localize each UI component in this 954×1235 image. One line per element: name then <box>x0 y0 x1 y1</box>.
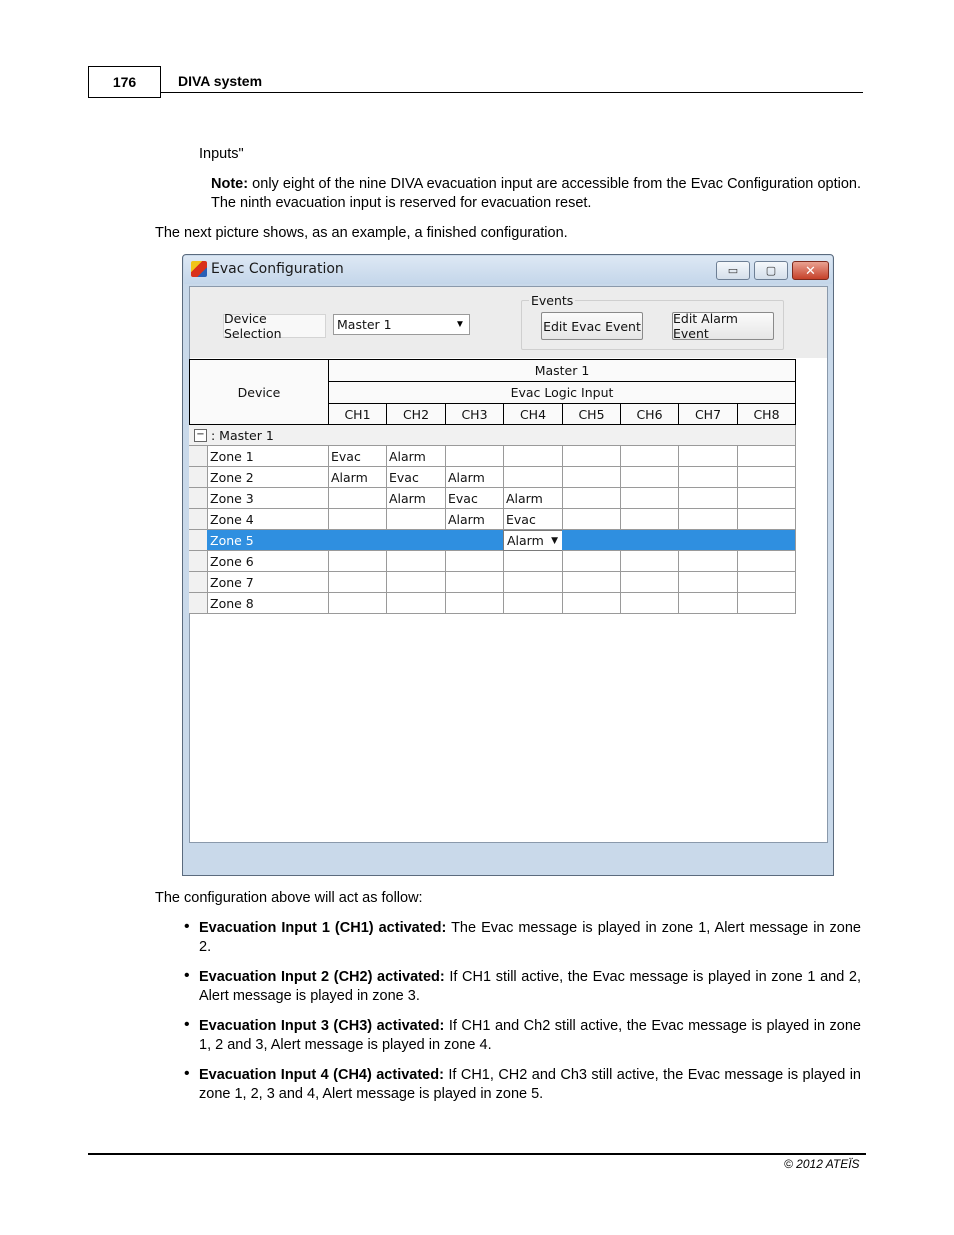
row-indent <box>189 551 208 572</box>
channel-header-2[interactable]: CH2 <box>386 403 446 425</box>
grid-cell[interactable] <box>445 446 504 467</box>
device-select[interactable] <box>333 314 470 335</box>
zone-cell[interactable]: Zone 5 <box>207 530 329 551</box>
edit-alarm-event-button[interactable]: Edit Alarm Event <box>672 312 774 340</box>
edit-evac-event-button[interactable]: Edit Evac Event <box>541 312 643 340</box>
grid-cell[interactable] <box>620 551 679 572</box>
grid-cell[interactable] <box>562 488 621 509</box>
grid-cell[interactable] <box>620 530 679 551</box>
grid-cell[interactable] <box>678 551 738 572</box>
grid-cell[interactable] <box>386 593 446 614</box>
grid-cell[interactable] <box>620 446 679 467</box>
grid-cell[interactable] <box>620 572 679 593</box>
grid-cell[interactable] <box>562 509 621 530</box>
grid-cell[interactable]: Alarm <box>386 488 446 509</box>
grid-cell[interactable] <box>503 467 563 488</box>
window-title: Evac Configuration <box>211 261 344 277</box>
row-indent <box>189 446 208 467</box>
grid-cell[interactable] <box>678 509 738 530</box>
channel-header-8[interactable]: CH8 <box>737 403 796 425</box>
grid-cell[interactable] <box>386 551 446 572</box>
channel-header-7[interactable]: CH7 <box>678 403 738 425</box>
zone-cell[interactable]: Zone 2 <box>207 467 329 488</box>
grid-cell[interactable]: Alarm <box>386 446 446 467</box>
grid-cell[interactable] <box>737 446 796 467</box>
bullet-dot: • <box>184 918 190 935</box>
bullet-text: The Evac message is played in zone 1, Alert message in zone 2. <box>199 920 861 955</box>
grid-cell[interactable] <box>386 509 446 530</box>
bullet-label: Evacuation Input 3 (CH3) activated: <box>199 1018 445 1034</box>
logic-input-header: Evac Logic Input <box>328 381 796 404</box>
bullet-dot: • <box>184 967 190 984</box>
note-label: Note: <box>211 176 249 192</box>
grid-cell[interactable] <box>386 572 446 593</box>
grid-cell[interactable] <box>562 467 621 488</box>
grid-cell[interactable] <box>678 488 738 509</box>
grid-cell[interactable]: Alarm <box>328 467 387 488</box>
note-text: only eight of the nine DIVA evacuation input are accessible from the Evac Configuration option. The ninth evacuation input is reserved for evacuation reset. <box>211 176 861 211</box>
channel-header-4[interactable]: CH4 <box>503 403 563 425</box>
grid-cell[interactable]: Evac <box>386 467 446 488</box>
grid-cell[interactable]: Alarm <box>445 467 504 488</box>
grid-cell[interactable] <box>445 530 504 551</box>
bullet-text: If CH1 and Ch2 still active, the Evac message is played in zone 1, 2 and 3, Alert message is played in zone 4. <box>199 1018 861 1053</box>
bullet-dot: • <box>184 1016 190 1033</box>
bullet-item <box>199 1066 861 1104</box>
grid-cell[interactable] <box>678 572 738 593</box>
grid-cell[interactable] <box>328 509 387 530</box>
channel-header-5[interactable]: CH5 <box>562 403 621 425</box>
device-column-header: Device <box>189 359 329 425</box>
master-header: Master 1 <box>328 359 796 382</box>
grid-cell[interactable] <box>445 572 504 593</box>
grid-cell[interactable] <box>678 593 738 614</box>
zone-cell[interactable]: Zone 1 <box>207 446 329 467</box>
grid-cell[interactable] <box>503 572 563 593</box>
grid-cell[interactable] <box>503 446 563 467</box>
grid-cell[interactable] <box>620 488 679 509</box>
grid-cell[interactable] <box>328 530 387 551</box>
device-select-value: Master 1 <box>337 317 392 332</box>
grid-cell[interactable] <box>328 572 387 593</box>
grid-cell[interactable] <box>620 467 679 488</box>
grid-cell[interactable]: Alarm <box>445 509 504 530</box>
grid-cell[interactable] <box>737 509 796 530</box>
grid-cell[interactable] <box>620 593 679 614</box>
grid-cell[interactable] <box>445 551 504 572</box>
bullet-text: If CH1 still active, the Evac message is played in zone 1 and 2, Alert message is played in zone 3. <box>199 969 861 1004</box>
zone-cell[interactable]: Zone 7 <box>207 572 329 593</box>
grid-cell[interactable] <box>503 593 563 614</box>
bullet-label: Evacuation Input 2 (CH2) activated: <box>199 969 445 985</box>
dropdown-value: Alarm <box>507 533 544 548</box>
chevron-down-icon[interactable]: ▼ <box>551 535 558 546</box>
inputs-fragment: Inputs" <box>199 146 244 162</box>
grid-cell[interactable] <box>678 467 738 488</box>
grid-cell[interactable] <box>562 593 621 614</box>
grid-cell[interactable] <box>562 572 621 593</box>
grid-cell[interactable]: Evac <box>328 446 387 467</box>
events-legend: Events <box>531 293 574 308</box>
grid-cell[interactable] <box>737 593 796 614</box>
header-rule <box>161 92 863 93</box>
grid-cell[interactable] <box>328 488 387 509</box>
footer-rule <box>88 1153 866 1155</box>
grid-cell[interactable] <box>678 530 738 551</box>
grid-cell[interactable] <box>737 530 796 551</box>
channel-header-1[interactable]: CH1 <box>328 403 387 425</box>
grid-cell[interactable] <box>562 446 621 467</box>
document-title: DIVA system <box>178 73 263 89</box>
grid-cell[interactable] <box>737 572 796 593</box>
tree-group-master-1[interactable] <box>189 425 796 446</box>
grid-cell[interactable]: Evac <box>503 509 563 530</box>
bullet-dot: • <box>184 1065 190 1082</box>
grid-cell[interactable] <box>620 509 679 530</box>
copyright: © 2012 ATEÏS <box>784 1157 860 1171</box>
bullet-text: If CH1, CH2 and Ch3 still active, the Evac message is played in zone 1, 2, 3 and 4, Alert message is played in zone 5. <box>199 1067 861 1102</box>
row-indent <box>189 509 208 530</box>
grid-cell[interactable]: Alarm <box>503 488 563 509</box>
channel-header-6[interactable]: CH6 <box>620 403 679 425</box>
minimize-button[interactable]: ▭ <box>716 261 750 280</box>
note-paragraph <box>211 175 861 213</box>
grid-cell[interactable] <box>737 488 796 509</box>
after-paragraph: The configuration above will act as follow: <box>155 890 423 906</box>
grid-cell[interactable] <box>562 551 621 572</box>
grid-cell[interactable] <box>328 593 387 614</box>
device-selection-button[interactable]: Device Selection <box>223 314 326 338</box>
grid-cell[interactable] <box>678 446 738 467</box>
bullet-item <box>199 968 861 1006</box>
app-icon <box>191 261 207 277</box>
grid-cell[interactable] <box>503 551 563 572</box>
chevron-down-icon[interactable]: ▼ <box>455 319 465 330</box>
inline-dropdown[interactable] <box>503 530 563 551</box>
row-indent <box>189 530 208 551</box>
row-indent <box>189 488 208 509</box>
maximize-button[interactable]: ▢ <box>754 261 788 280</box>
row-indent <box>189 572 208 593</box>
close-button[interactable]: ✕ <box>792 261 829 280</box>
grid-cell[interactable] <box>386 530 446 551</box>
row-indent <box>189 467 208 488</box>
group-label: : Master 1 <box>211 427 274 443</box>
intro-paragraph: The next picture shows, as an example, a finished configuration. <box>155 225 568 241</box>
collapse-icon[interactable]: − <box>194 429 207 442</box>
zone-cell[interactable]: Zone 3 <box>207 488 329 509</box>
zone-cell[interactable]: Zone 6 <box>207 551 329 572</box>
bullet-label: Evacuation Input 1 (CH1) activated: <box>199 920 447 936</box>
grid-cell[interactable] <box>737 467 796 488</box>
bullet-item <box>199 1017 861 1055</box>
channel-header-3[interactable]: CH3 <box>445 403 504 425</box>
grid-cell[interactable] <box>737 551 796 572</box>
page-number: 176 <box>88 66 161 98</box>
grid-cell[interactable] <box>562 530 621 551</box>
status-bar <box>189 843 828 871</box>
grid-cell[interactable] <box>328 551 387 572</box>
bullet-item <box>199 919 861 957</box>
row-indent <box>189 593 208 614</box>
grid-cell[interactable] <box>445 593 504 614</box>
zone-cell[interactable]: Zone 8 <box>207 593 329 614</box>
grid-cell[interactable]: Evac <box>445 488 504 509</box>
bullet-label: Evacuation Input 4 (CH4) activated: <box>199 1067 444 1083</box>
zone-cell[interactable]: Zone 4 <box>207 509 329 530</box>
